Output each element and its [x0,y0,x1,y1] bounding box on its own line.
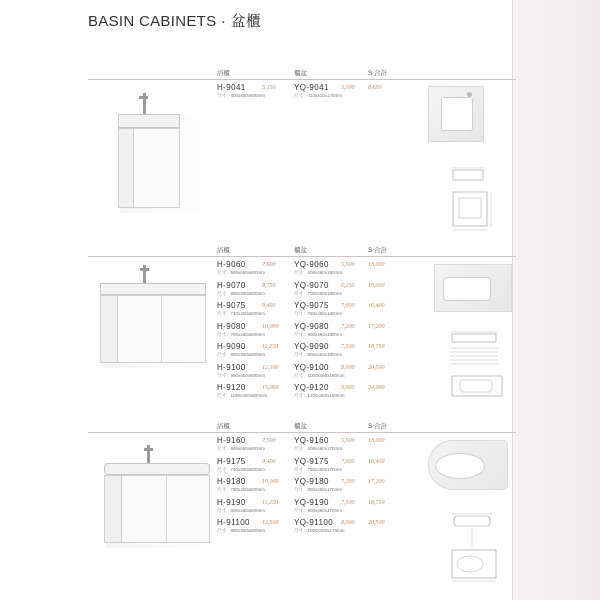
cab-model: H-9090 [217,342,246,351]
basin-dim: 尺寸：900x460x180mm [294,352,343,357]
door-split [161,295,162,363]
basin-price: 7,500 [341,344,355,350]
basin-dim: 尺寸：700x460x180mm [294,290,343,296]
basin-top [118,114,180,128]
basin-price: 8,000 [341,364,355,371]
basin-model: YQ-9090 [294,342,329,351]
cab-model: H-9041 [217,83,246,92]
technical-drawing-3 [448,512,502,584]
faucet-spout [139,96,148,99]
basin-model: YQ-91100 [294,518,334,527]
basin-dim: 尺寸：750x460x180mm [294,311,343,316]
basin-dim: 尺寸：800x460x170mm [294,487,343,492]
basin-top [104,463,210,475]
cab-dim: 尺寸：890x450x600mm [217,352,266,357]
cab-price: 9,400 [262,458,276,465]
cab-price: 15,000 [262,385,279,391]
basin-price: 7,200 [341,479,355,485]
cab-model: H-9075 [217,301,246,310]
basin-model: YQ-9190 [294,497,329,507]
basin-dim: 尺寸：1000x460x170mm [294,528,345,533]
cabinet-side [104,475,122,543]
cab-price: 5,150 [262,85,276,91]
cab-model: H-9175 [217,456,246,466]
basin-model: YQ-9080 [294,321,329,331]
cab-price: 12,500 [262,520,279,526]
cab-model: H-9080 [217,321,246,331]
basin-model: YQ-9060 [294,260,329,269]
faucet-spout [140,268,149,271]
cabinet-side [118,128,134,208]
section-divider [88,432,516,433]
cab-price: 7,600 [262,262,276,268]
section-divider [88,256,516,257]
basin-model: YQ-9120 [294,383,329,392]
cabinet-door [133,128,180,208]
basin-price: 5,500 [341,438,355,444]
cab-dim: 尺寸：790x450x600mm [217,487,266,492]
basin-top [100,283,206,295]
basin-model: YQ-9070 [294,280,329,290]
basin-model: YQ-9041 [294,83,329,92]
cab-price: 8,750 [262,282,276,289]
basin-dim: 尺寸：800x460x180mm [294,331,343,337]
total-price: 20,500 [368,364,385,371]
basin-dim: 尺寸：900x460x170mm [294,507,343,513]
door-split [166,475,167,543]
basin-price: 9,000 [341,385,355,391]
total-price: 13,000 [368,262,385,268]
cab-dim: 尺寸：400x400x600mm [217,93,266,98]
col-header-basin: 櫃盆 [294,247,307,254]
cab-price: 10,000 [262,323,279,330]
basin-price: 6,250 [341,282,355,289]
cab-price: 11,250 [262,499,279,506]
technical-drawing-2 [446,330,508,400]
total-price: 18,750 [368,344,385,350]
basin-model: YQ-9175 [294,456,329,466]
basin-dim: 尺寸：600x460x180mm [294,270,343,275]
cab-model: H-9190 [217,497,246,507]
col-header-basin: 櫃盆 [294,423,307,430]
total-price: 17,200 [368,323,385,330]
basin-dim: 尺寸：600x460x170mm [294,446,343,451]
cab-dim: 尺寸：590x450x600mm [217,270,266,275]
total-price: 17,200 [368,479,385,485]
col-header-total: S 合計 [368,70,388,77]
cab-price: 11,250 [262,344,279,350]
basin-price: 7,000 [341,458,355,465]
total-price: 24,000 [368,385,385,391]
total-price: 18,750 [368,499,385,506]
basin-dim: 尺寸：410x410x170mm [294,93,343,98]
total-price: 8,650 [368,85,382,91]
cab-model: H-9120 [217,383,246,392]
cab-dim: 尺寸：890x450x600mm [217,507,266,513]
col-header-cabinet: 浴櫃 [217,247,230,254]
technical-drawing-1 [445,166,495,236]
basin-price: 8,000 [341,520,355,526]
cab-price: 9,400 [262,303,276,309]
page-title: BASIN CABINETS · 盆櫃 [88,13,262,30]
cab-model: H-91100 [217,518,250,527]
cab-model: H-9160 [217,436,246,445]
page-fold-line [512,0,513,600]
cab-dim: 尺寸：740x450x600mm [217,311,266,316]
cab-model: H-9180 [217,477,246,486]
cab-dim: 尺寸：590x450x600mm [217,446,266,451]
cab-dim: 尺寸：740x450x600mm [217,466,266,472]
cab-dim: 尺寸：990x450x600mm [217,528,266,533]
cab-dim: 尺寸：690x450x600mm [217,290,266,296]
col-header-cabinet: 浴櫃 [217,423,230,430]
basin-dim: 尺寸：750x460x170mm [294,466,343,472]
basin-price: 7,000 [341,303,355,309]
basin-price: 3,500 [341,85,355,91]
faucet-spout [144,448,153,451]
total-price: 16,400 [368,303,385,309]
cab-price: 7,500 [262,438,276,444]
total-price: 13,000 [368,438,385,444]
total-price: 16,400 [368,458,385,465]
col-header-total: S 合計 [368,247,388,254]
cab-price: 12,500 [262,364,279,371]
cab-model: H-9060 [217,260,246,269]
basin-model: YQ-9180 [294,477,329,486]
basin-dim: 尺寸：1200x460x180mm [294,393,345,398]
col-header-total: S 合計 [368,423,388,430]
total-price: 15,000 [368,282,385,289]
basin-photo [428,440,508,490]
basin-model: YQ-9100 [294,362,329,372]
basin-price: 5,500 [341,262,355,268]
cabinet-side [100,295,118,363]
basin-photo [434,264,512,312]
col-header-basin: 櫃盆 [294,70,307,77]
basin-model: YQ-9075 [294,301,329,310]
total-price: 20,500 [368,520,385,526]
cab-price: 10,000 [262,479,279,485]
basin-dim: 尺寸：1000x460x180mm [294,372,345,378]
basin-price: 7,500 [341,499,355,506]
cab-model: H-9100 [217,362,246,372]
cab-dim: 尺寸：1190x450x600mm [217,393,268,398]
basin-price: 7,200 [341,323,355,330]
section-divider [88,79,516,80]
basin-photo [428,86,484,142]
page-edge-shadow [512,0,600,600]
col-header-cabinet: 浴櫃 [217,70,230,77]
cab-dim: 尺寸：990x450x600mm [217,372,266,378]
cab-dim: 尺寸：790x450x600mm [217,331,266,337]
basin-model: YQ-9160 [294,436,329,445]
cab-model: H-9070 [217,280,246,290]
